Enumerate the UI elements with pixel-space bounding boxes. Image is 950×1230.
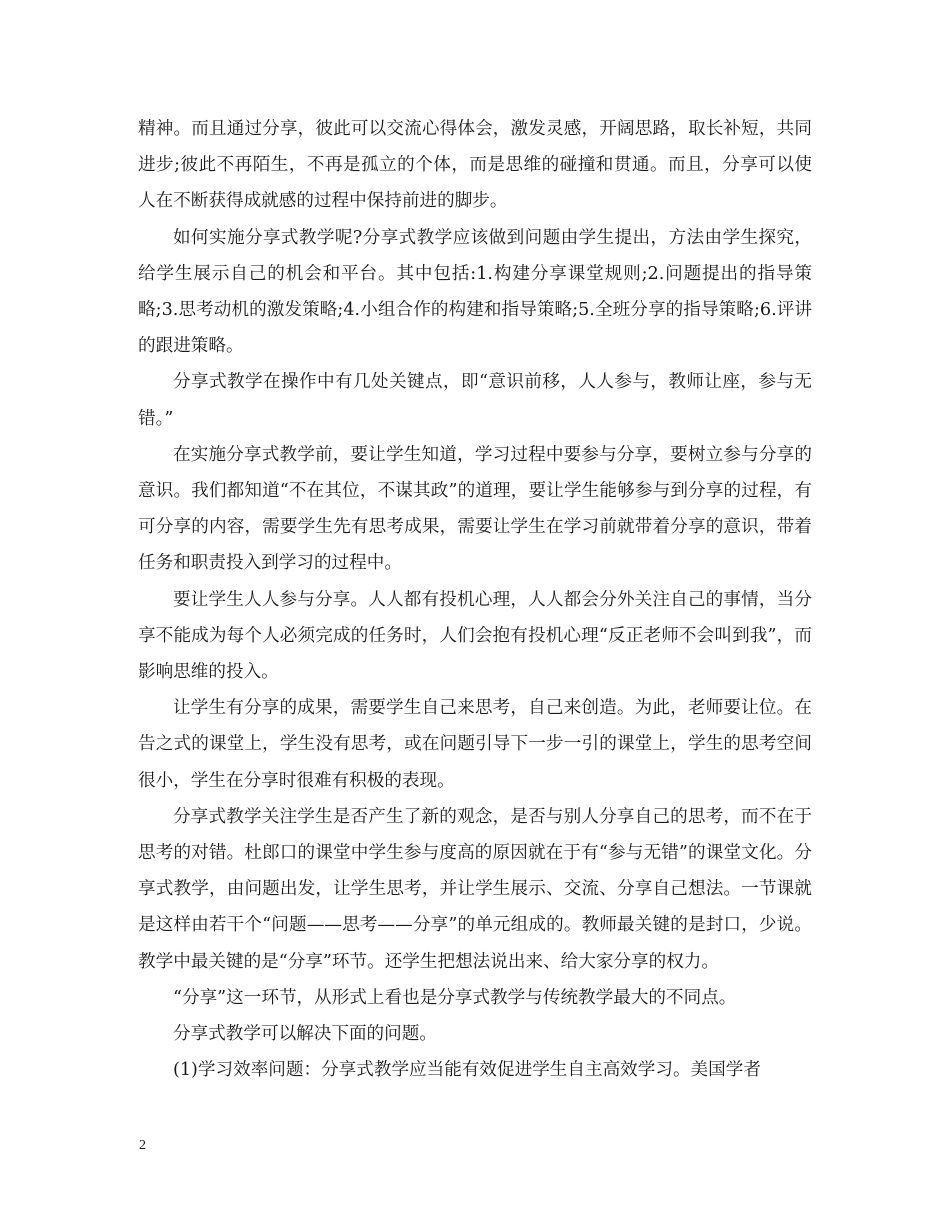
paragraph: 分享式教学在操作中有几处关键点，即“意识前移，人人参与，教师让座，参与无错。”: [138, 372, 812, 429]
paragraph: 要让学生人人参与分享。人人都有投机心理，人人都会分外关注自己的事情，当分享不能成为每个人必须完成的任务时，人们会抱有投机心理“反正老师不会叫到我”，而影响思维的投入。: [138, 589, 812, 683]
paragraph: 让学生有分享的成果，需要学生自己来思考，自己来创造。为此，老师要让位。在告之式的课堂上，学生没有思考，或在问题引导下一步一引的课堂上，学生的思考空间很小，学生在分享时很难有积极的表现。: [138, 698, 812, 791]
body-text: [138, 111, 812, 1088]
page-number: 2: [139, 1138, 146, 1153]
paragraph: 在实施分享式教学前，要让学生知道，学习过程中要参与分享，要树立参与分享的意识。我们都知道“不在其位，不谋其政”的道理，要让学生能够参与到分享的过程，有可分享的内容，需要学生先有思考成果，需要让学生在学习前就带着分享的意识，带着任务和职责投入到学习的过程中。: [138, 444, 812, 574]
paragraph: 如何实施分享式教学呢?分享式教学应该做到问题由学生提出，方法由学生探究，给学生展示自己的机会和平台。其中包括:1.构建分享课堂规则;2.问题提出的指导策略;3.思考动机的激发策略;4.小组合作的构建和指导策略;5.全班分享的指导策略;6.评讲的跟进策略。: [138, 227, 812, 357]
paragraph: “分享”这一环节，从形式上看也是分享式教学与传统教学最大的不同点。: [173, 987, 737, 1008]
paragraph-continuation: 精神。而且通过分享，彼此可以交流心得体会，激发灵感，开阔思路，取长补短，共同进步;彼此不再陌生，不再是孤立的个体，而是思维的碰撞和贯通。而且，分享可以使人在不断获得成就感的过程中保持前进的脚步。: [138, 119, 812, 212]
paragraph: (1)学习效率问题：分享式教学应当能有效促进学生自主高效学习。美国学者: [173, 1060, 761, 1081]
paragraph: 分享式教学可以解决下面的问题。: [173, 1024, 437, 1045]
paragraph: 分享式教学关注学生是否产生了新的观念，是否与别人分享自己的思考，而不在于思考的对错。杜郎口的课堂中学生参与度高的原因就在于有“参与无错”的课堂文化。分享式教学，由问题出发，让学生思考，并让学生展示、交流、分享自己想法。一节课就是这样由若干个“问题——思考——分享”的单元组成的。教师最关键的是封口，少说。教学中最关键的是“分享”环节。还学生把想法说出来、给大家分享的权力。: [138, 806, 812, 972]
